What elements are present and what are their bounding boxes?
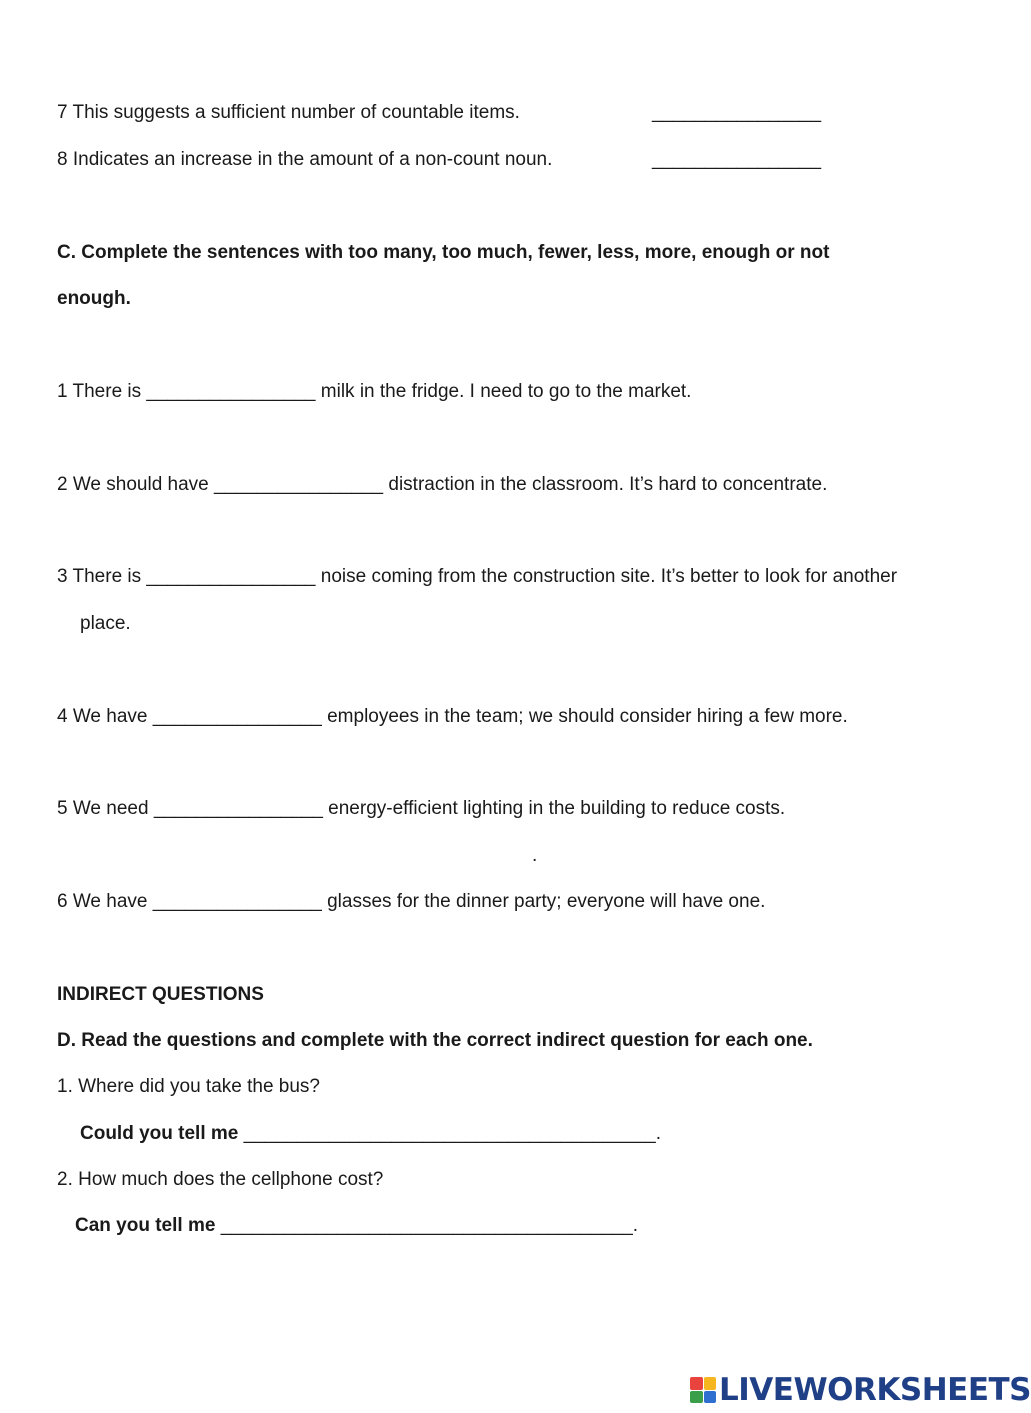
item-d2-question: 2. How much does the cellphone cost? (57, 1169, 384, 1190)
item-c4[interactable]: 4 We have ________________ employees in the team; we should consider hiring a few more. (57, 706, 848, 727)
item-d2-blank[interactable]: _______________________________________. (220, 1215, 639, 1236)
logo-mark-icon (690, 1377, 716, 1403)
item-b7-blank[interactable]: ________________ (652, 102, 822, 123)
section-d-instruction: D. Read the questions and complete with the correct indirect question for each one. (57, 1030, 813, 1051)
logo-square-blue (704, 1391, 717, 1404)
item-b8-blank[interactable]: ________________ (652, 149, 822, 170)
liveworksheets-logo (690, 1372, 1031, 1408)
item-c6[interactable]: 6 We have ________________ glasses for the dinner party; everyone will have one. (57, 891, 766, 912)
section-d-heading: INDIRECT QUESTIONS (57, 984, 264, 1005)
item-c5[interactable]: 5 We need ________________ energy-efficient lighting in the building to reduce costs. (57, 798, 786, 819)
logo-square-red (690, 1377, 703, 1390)
section-c-instruction-line2: enough. (57, 288, 131, 309)
item-c3-continuation: place. (80, 613, 131, 634)
item-c2[interactable]: 2 We should have ________________ distraction in the classroom. It’s hard to concentrate. (57, 474, 828, 495)
item-d1-answer (80, 1122, 661, 1146)
item-b7-text: 7 This suggests a sufficient number of countable items. (57, 102, 520, 123)
stray-period: . (532, 845, 538, 866)
item-d1-question: 1. Where did you take the bus? (57, 1076, 320, 1097)
item-d1-prompt: Could you tell me (80, 1123, 244, 1144)
item-b8-text: 8 Indicates an increase in the amount of a non-count noun. (57, 149, 553, 170)
logo-square-yellow (704, 1377, 717, 1390)
item-d2-answer (75, 1214, 638, 1238)
logo-text: LIVEWORKSHEETS (719, 1372, 1031, 1408)
logo-square-green (690, 1391, 703, 1404)
section-c-instruction-line1: C. Complete the sentences with too many, too much, fewer, less, more, enough or not (57, 242, 830, 263)
item-d2-prompt: Can you tell me (75, 1215, 221, 1236)
item-c1[interactable]: 1 There is ________________ milk in the fridge. I need to go to the market. (57, 381, 692, 402)
item-d1-blank[interactable]: _______________________________________. (243, 1123, 662, 1144)
item-c3[interactable]: 3 There is ________________ noise coming from the construction site. It’s better to look for another (57, 566, 898, 587)
